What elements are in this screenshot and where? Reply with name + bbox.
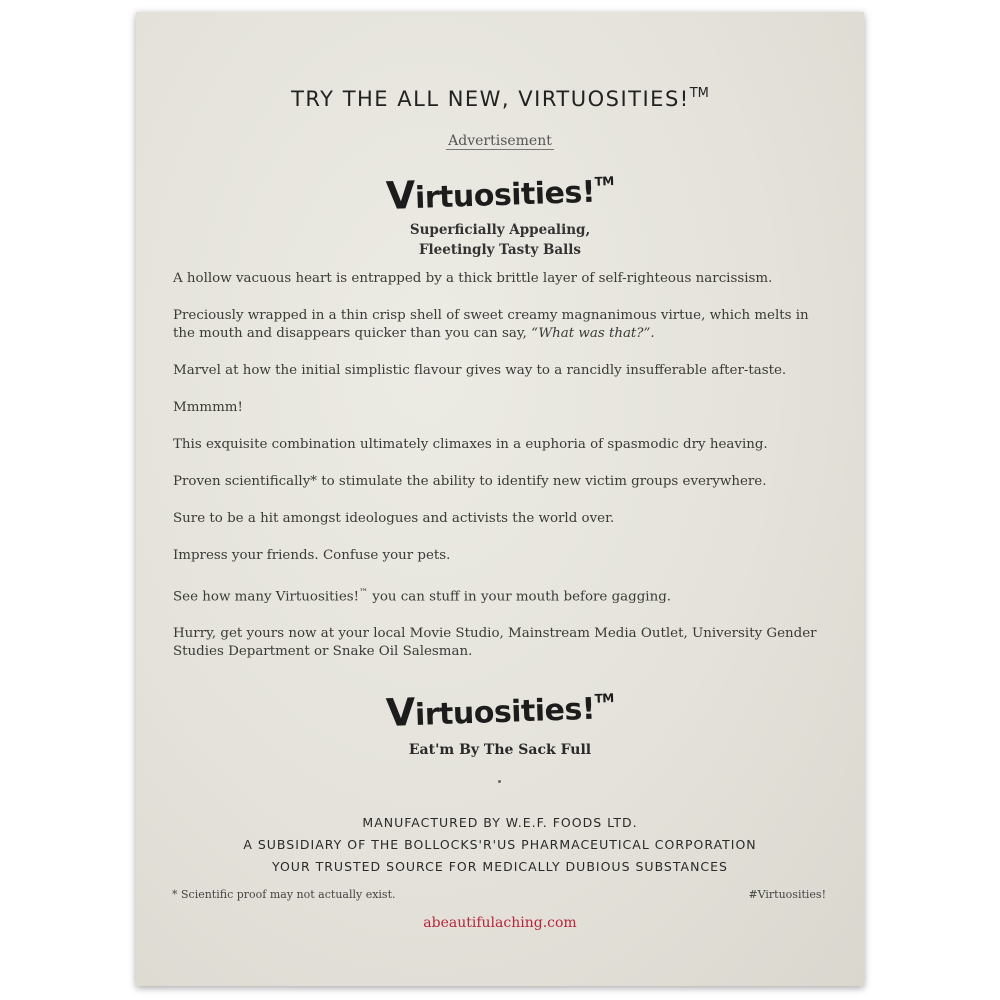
product-tagline: Superficially Appealing, Fleetingly Tasty Balls <box>409 222 591 258</box>
paragraph: Marvel at how the initial simplistic flavour gives way to a rancidly insufferable after-taste. <box>173 363 787 378</box>
paragraph: Hurry, get yours now at your local Movie Studio, Mainstream Media Outlet, University Gender Studies Department or Snake Oil Salesman. <box>173 626 817 660</box>
trademark-symbol: TM <box>689 86 709 101</box>
divider-dot <box>498 780 501 783</box>
virtuosities-logo-bottom: Virtuosities!™ <box>385 689 614 735</box>
paragraph: Proven scientifically* to stimulate the ability to identify new victim groups everywhere. <box>173 474 767 489</box>
hashtag: #Virtuosities! <box>748 888 826 901</box>
website-link[interactable]: abeautifulaching.com <box>423 915 577 931</box>
virtuosities-logo-top: Virtuosities!™ <box>385 172 614 218</box>
advertisement-label: Advertisement <box>448 133 552 149</box>
advertisement-poster <box>136 12 864 986</box>
paragraph: Sure to be a hit amongst ideologues and activists the world over. <box>173 511 615 526</box>
paragraph: Impress your friends. Confuse your pets. <box>173 548 451 563</box>
product-slogan: Eat'm By The Sack Full <box>408 742 592 758</box>
footnote: * Scientific proof may not actually exist. <box>172 888 396 901</box>
ad-body-copy <box>173 270 833 680</box>
paragraph: Preciously wrapped in a thin crisp shell of sweet creamy magnanimous virtue, which melts in the mouth and disappears quicker than you can say, “What was that?”. <box>173 308 809 341</box>
page-title: TRY THE ALL NEW, VIRTUOSITIES!™ <box>291 86 709 111</box>
paragraph: Mmmmm! <box>173 400 243 415</box>
paragraph: This exquisite combination ultimately climaxes in a euphoria of spasmodic dry heaving. <box>173 437 768 452</box>
manufacturer-info: MANUFACTURED BY W.E.F. FOODS LTD. A SUBSIDIARY OF THE BOLLOCKS'R'US PHARMACEUTICAL CORPORATION YOUR TRUSTED SOURCE FOR MEDICALLY DUBIOUS SUBSTANCES <box>243 815 757 874</box>
paragraph: See how many Virtuosities!™ you can stuff in your mouth before gagging. <box>173 588 672 605</box>
paragraph: A hollow vacuous heart is entrapped by a thick brittle layer of self-righteous narcissism. <box>173 271 773 286</box>
